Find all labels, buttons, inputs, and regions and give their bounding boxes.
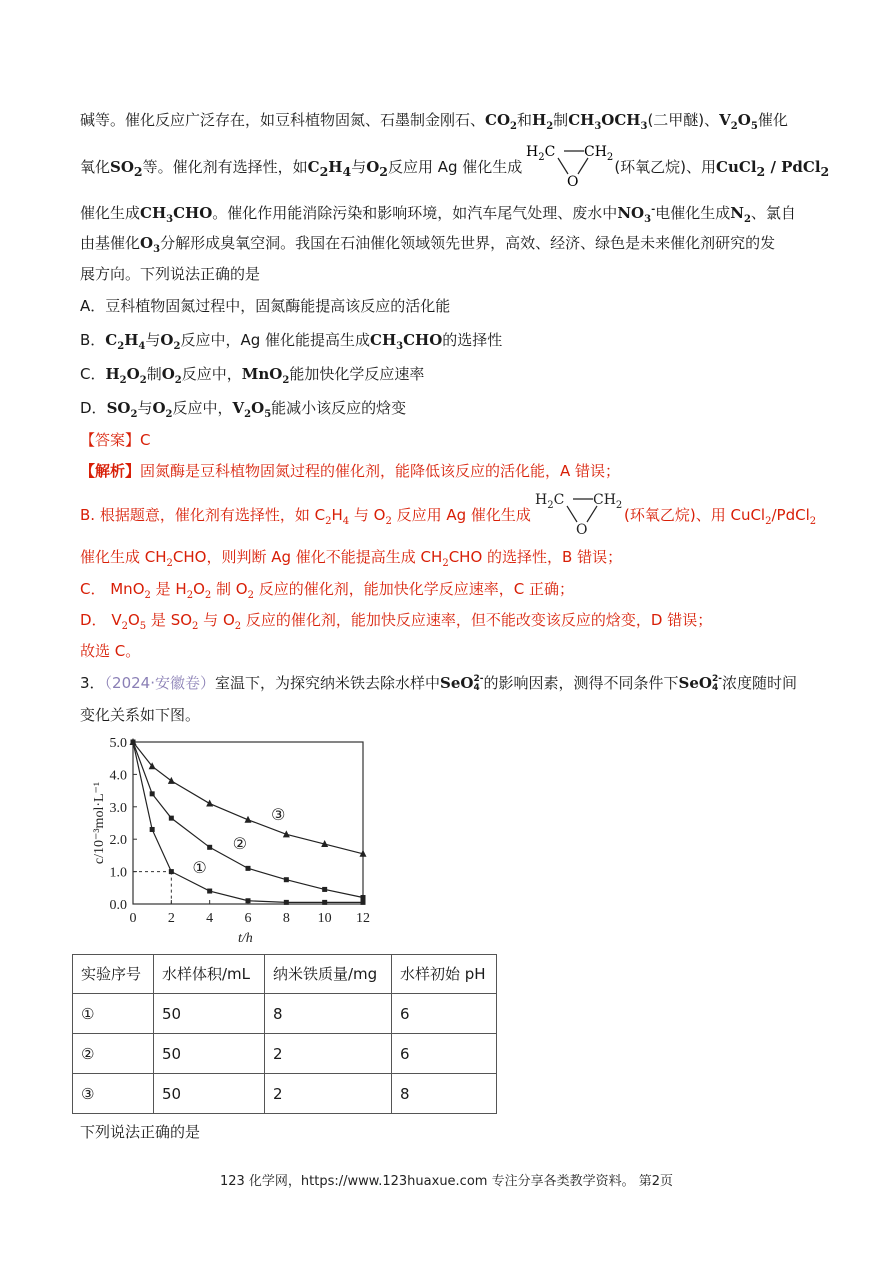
concentration-time-chart [85, 730, 385, 948]
formula: SO [106, 399, 131, 417]
table-row [73, 994, 497, 1034]
subscript: 3 [166, 214, 174, 225]
formula: SeO [678, 674, 712, 692]
oxygen: O [576, 522, 588, 538]
text: CHO 的选择性，B 错误； [448, 548, 623, 566]
subscript: 2 [244, 409, 252, 420]
x-tick-label: 4 [206, 911, 214, 926]
option-b [80, 330, 502, 357]
option-a: A．豆科植物固氮过程中，固氮酶能提高该反应的活化能 [80, 297, 451, 315]
text: 电催化生成 [655, 204, 731, 222]
subscript: 4 [473, 682, 480, 693]
subscript: 2 [130, 409, 138, 420]
explanation-line-2b [624, 505, 816, 532]
y-tick-label: 2.0 [109, 833, 127, 849]
subscript: 3 [153, 244, 161, 255]
chart-axes [92, 736, 370, 946]
table-cell: ① [73, 994, 154, 1034]
explanation-line-1 [80, 461, 620, 481]
y-tick-label: 5.0 [109, 736, 127, 751]
question-3-line-2: 变化关系如下图。 [80, 706, 201, 724]
header-cell: 实验序号 [73, 955, 154, 994]
data-point [322, 887, 327, 892]
data-point [207, 889, 212, 894]
subscript: 2 [192, 621, 199, 632]
text: 浓度随时间 [721, 674, 797, 692]
text: 、氯自 [750, 204, 796, 222]
subscript: 2 [247, 590, 254, 601]
text: 制 O [211, 580, 248, 598]
text: B． [80, 331, 106, 349]
text: 反应用 Ag 催化生成 [391, 506, 531, 524]
header-cell: 水样体积/mL [154, 955, 265, 994]
superscript: 2- [473, 673, 484, 684]
oxygen: O [567, 174, 579, 190]
subscript: 2 [809, 516, 817, 527]
subscript: 3 [640, 121, 648, 132]
subscript: 2 [765, 516, 772, 527]
table-row [73, 1074, 497, 1114]
x-tick-label: 0 [129, 911, 137, 926]
x-tick-label: 12 [356, 911, 370, 926]
explanation-label: 【解析】 [80, 462, 141, 480]
subscript: 2 [144, 590, 151, 601]
subscript: 2 [204, 590, 212, 601]
plot-frame [133, 742, 363, 904]
formula: O [160, 331, 174, 349]
subscript: 2 [730, 121, 738, 132]
text: 碱等。催化反应广泛存在，如豆科植物固氮、石墨制金刚石、 [80, 111, 486, 129]
text: 等。催化剂有选择性，如 [142, 158, 308, 176]
subscript: 5 [139, 621, 147, 632]
text: 催化生成 CH [80, 548, 167, 566]
text: 与 O [198, 611, 235, 629]
text: 反应中，Ag 催化能提高生成 [180, 331, 370, 349]
text: /PdCl [771, 506, 810, 524]
text: (环氧乙烷)、用 [614, 158, 717, 176]
data-point [361, 900, 366, 905]
data-point [150, 791, 155, 796]
text: 与 O [349, 506, 386, 524]
ch2-right: $CH_2$ [584, 144, 614, 163]
subscript: 2 [319, 164, 329, 179]
x-axis-label: t/h [238, 931, 253, 946]
superscript: 2- [711, 673, 722, 684]
formula: H [328, 158, 343, 176]
data-point [150, 827, 155, 832]
table-cell: 2 [265, 1074, 392, 1114]
table-row [73, 1034, 497, 1074]
subscript: 2 [133, 164, 143, 179]
text: 制 [146, 365, 162, 383]
text: 和 [517, 111, 533, 129]
text: 催化生成 [80, 204, 141, 222]
explanation-line-4 [80, 579, 574, 606]
paragraph-line-1 [80, 110, 788, 137]
data-point [246, 866, 251, 871]
table-header-row [73, 955, 497, 994]
data-point [322, 900, 327, 905]
subscript: 3 [644, 214, 652, 225]
text: O [127, 611, 140, 629]
paragraph-line-4 [80, 233, 775, 260]
text: 。催化作用能消除污染和影响环境，如汽车尾气处理、废水中 [212, 204, 618, 222]
data-point [169, 816, 174, 821]
text: 与 [145, 331, 161, 349]
formula: CHO [173, 204, 213, 222]
formula: H [124, 331, 139, 349]
explanation-line-5 [80, 610, 712, 637]
text: C． MnO [80, 580, 145, 598]
formula: H [105, 365, 120, 383]
x-tick-label: 6 [244, 911, 252, 926]
subscript: 2 [385, 516, 392, 527]
table-cell: 6 [392, 1034, 497, 1074]
question-source: （2024·安徽卷） [104, 674, 215, 692]
text: B. 根据题意，催化剂有选择性，如 C [80, 506, 326, 524]
formula: OCH [601, 111, 641, 129]
formula: O [152, 399, 166, 417]
subscript: 2 [165, 409, 173, 420]
x-tick-label: 10 [317, 911, 332, 926]
explanation-line-6: 故选 C。 [80, 642, 141, 660]
series-label: ① [192, 858, 207, 878]
text: 固氮酶是豆科植物固氮过程的催化剂，能降低该反应的活化能，A 错误； [140, 462, 621, 480]
text: 制 [553, 111, 569, 129]
text: (环氧乙烷)、用 CuCl [624, 506, 766, 524]
table-cell: 8 [392, 1074, 497, 1114]
x-tick-label: 2 [167, 911, 175, 926]
y-tick-label: 3.0 [109, 800, 127, 816]
text: 与 [137, 399, 153, 417]
data-point [246, 898, 251, 903]
ch2-left: $H_2C$ [535, 492, 565, 511]
formula: SO [110, 158, 134, 176]
text: 反应中， [172, 399, 233, 417]
formula: CuCl [716, 158, 757, 176]
data-point [168, 777, 175, 784]
series-label: ③ [271, 804, 286, 824]
subscript: 2 [186, 590, 194, 601]
text: H [331, 506, 343, 524]
text: 催化 [757, 111, 788, 129]
text: 反应的催化剂，能加快化学反应速率，C 正确； [253, 580, 574, 598]
data-point [361, 895, 366, 900]
data-point [207, 845, 212, 850]
table-cell: 50 [154, 1034, 265, 1074]
formula: V [719, 111, 731, 129]
formula: MnO [241, 365, 283, 383]
text: 反应用 Ag 催化生成 [387, 158, 523, 176]
formula: CHO [403, 331, 443, 349]
subscript: 2 [174, 375, 182, 386]
text: D． [80, 399, 107, 417]
formula: C [105, 331, 118, 349]
formula: NO [617, 204, 645, 222]
subscript: 4 [342, 516, 350, 527]
subscript: 5 [750, 121, 758, 132]
header-cell: 水样初始 pH [392, 955, 497, 994]
subscript: 2 [442, 558, 449, 569]
subscript: 2 [139, 375, 147, 386]
data-point [284, 877, 289, 882]
subscript: 2 [743, 214, 751, 225]
table-cell: 50 [154, 994, 265, 1034]
y-tick-label: 0.0 [109, 898, 127, 913]
ethylene-oxide-structure-2 [532, 488, 627, 538]
text: 与 [351, 158, 367, 176]
subscript: 2 [546, 121, 554, 132]
ch2-right: $CH_2$ [593, 492, 623, 511]
question-3-prompt: 下列说法正确的是 [80, 1123, 201, 1141]
subscript: 3 [594, 121, 602, 132]
x-tick-label: 8 [282, 911, 290, 926]
formula: H [532, 111, 547, 129]
formula: N [730, 204, 744, 222]
formula: / PdCl [765, 158, 821, 176]
text: (二甲醚)、 [647, 111, 720, 129]
paragraph-line-3 [80, 200, 796, 230]
y-tick-label: 1.0 [109, 865, 127, 881]
text: 室温下，为探究纳米铁去除水样中 [215, 674, 441, 692]
subscript: 4 [138, 341, 146, 352]
answer: 【答案】C [80, 431, 151, 449]
text: 分解形成臭氧空洞。我国在石油催化领域领先世界，高效、经济、绿色是未来催化剂研究的发 [160, 234, 776, 252]
table-cell: 6 [392, 994, 497, 1034]
subscript: 5 [264, 409, 272, 420]
y-axis-label: c/10⁻³mol·L⁻¹ [92, 781, 107, 865]
subscript: 2 [379, 164, 388, 179]
subscript: 2 [282, 375, 290, 386]
formula: CH [568, 111, 595, 129]
formula: O [126, 365, 140, 383]
text: 反应的催化剂，能加快反应速率，但不能改变该反应的焓变，D 错误； [241, 611, 713, 629]
subscript: 2 [510, 121, 517, 132]
subscript: 2 [121, 621, 128, 632]
series-line [133, 742, 363, 854]
subscript: 2 [234, 621, 242, 632]
formula: O [251, 399, 265, 417]
text: C． [80, 365, 106, 383]
text: 是 SO [146, 611, 193, 629]
text: 是 H [150, 580, 187, 598]
ch2-left: $H_2C$ [526, 144, 556, 163]
series-label: ② [232, 833, 248, 853]
formula: O [737, 111, 751, 129]
table-cell: 2 [265, 1034, 392, 1074]
table-cell: 50 [154, 1074, 265, 1114]
explanation-line-3 [80, 547, 622, 574]
text: 的选择性 [442, 331, 503, 349]
subscript: 2 [325, 516, 332, 527]
data-point [169, 869, 174, 874]
formula: CH [140, 204, 167, 222]
page-footer: 123 化学网，https://www.123huaxue.com 专注分享各类教学资料。 第2页 [219, 1174, 673, 1189]
subscript: 2 [820, 164, 830, 179]
formula: O [161, 365, 175, 383]
data-point [206, 800, 213, 807]
subscript: 4 [342, 164, 352, 179]
text: D． V [80, 611, 122, 629]
chart-series [130, 738, 367, 905]
question-3-line-1 [80, 673, 797, 693]
subscript: 2 [119, 375, 127, 386]
option-d [80, 398, 406, 425]
subscript: 2 [756, 164, 766, 179]
text: 氧化 [80, 158, 111, 176]
table-cell: ③ [73, 1074, 154, 1114]
paragraph-line-2 [80, 157, 829, 182]
subscript: 2 [166, 558, 173, 569]
y-tick-label: 4.0 [109, 768, 127, 784]
paragraph-line-5: 展方向。下列说法正确的是 [80, 265, 261, 283]
formula: CO [485, 111, 511, 129]
formula: O [366, 158, 380, 176]
text: CHO，则判断 Ag 催化不能提高生成 CH [172, 548, 443, 566]
formula: C [307, 158, 320, 176]
formula: V [232, 399, 245, 417]
formula: SeO [440, 674, 474, 692]
formula: O [140, 234, 154, 252]
formula: CH [370, 331, 397, 349]
superscript: - [651, 204, 656, 215]
text: 能加快化学反应速率 [289, 365, 425, 383]
table-cell: 8 [265, 994, 392, 1034]
text: 的影响因素，测得不同条件下 [483, 674, 679, 692]
subscript: 2 [117, 341, 125, 352]
explanation-line-2 [80, 505, 531, 532]
experiment-table [72, 954, 497, 1114]
text: 反应中， [181, 365, 242, 383]
option-c [80, 364, 424, 391]
subscript: 3 [396, 341, 404, 352]
table-cell: ② [73, 1034, 154, 1074]
ethylene-oxide-structure [520, 140, 620, 190]
text: O [193, 580, 205, 598]
subscript: 2 [173, 341, 181, 352]
subscript: 4 [711, 682, 719, 693]
data-point [284, 900, 289, 905]
text: 能减小该反应的焓变 [271, 399, 407, 417]
question-number: 3． [80, 674, 105, 692]
header-cell: 纳米铁质量/mg [265, 955, 392, 994]
text: 由基催化 [80, 234, 141, 252]
